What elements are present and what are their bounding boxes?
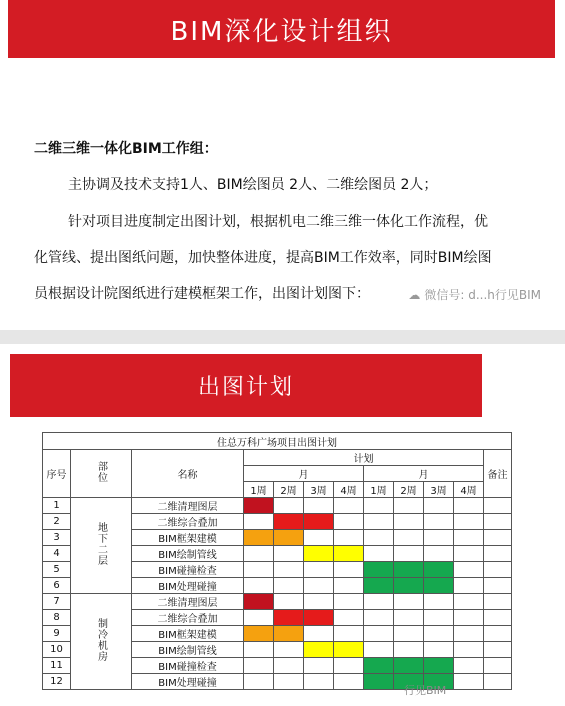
schedule-bar-cell [424, 578, 454, 594]
description-line-1: 针对项目进度制定出图计划，根据机电二维三维一体化工作流程，优 [68, 214, 488, 230]
group-label: 制冷机房 [71, 594, 132, 690]
task-name: 二维清理图层 [132, 498, 244, 514]
table-row [43, 594, 512, 610]
schedule-cell [364, 530, 394, 546]
remark-cell [484, 594, 512, 610]
schedule-cell [334, 674, 364, 690]
schedule-bar-cell [364, 578, 394, 594]
task-name: 二维清理图层 [132, 594, 244, 610]
schedule-cell [424, 530, 454, 546]
schedule-cell [304, 626, 334, 642]
remark-cell [484, 562, 512, 578]
task-name: BIM处理碰撞 [132, 674, 244, 690]
schedule-bar-cell [274, 530, 304, 546]
schedule-bar-cell [274, 626, 304, 642]
task-name: BIM框架建模 [132, 530, 244, 546]
row-number: 10 [43, 642, 71, 658]
row-number: 8 [43, 610, 71, 626]
schedule-cell [424, 594, 454, 610]
schedule-bar-cell [424, 562, 454, 578]
schedule-cell [274, 498, 304, 514]
remark-cell [484, 626, 512, 642]
remark-cell [484, 578, 512, 594]
staffing-line: 主协调及技术支持1人、BIM绘图员 2人、二维绘图员 2人； [68, 177, 438, 193]
schedule-cell [454, 594, 484, 610]
schedule-cell [454, 562, 484, 578]
header-week: 4周 [454, 482, 484, 498]
schedule-cell [244, 658, 274, 674]
schedule-cell [244, 562, 274, 578]
schedule-bar-cell [364, 562, 394, 578]
schedule-cell [364, 498, 394, 514]
drawing-schedule-table [42, 432, 512, 690]
workgroup-heading: 二维三维一体化BIM工作组： [34, 141, 218, 157]
wechat-watermark-text: 微信号: d...h行见BIM [424, 288, 541, 302]
remark-cell [484, 546, 512, 562]
row-number: 2 [43, 514, 71, 530]
schedule-cell [334, 498, 364, 514]
remark-cell [484, 530, 512, 546]
schedule-cell [394, 530, 424, 546]
row-number: 12 [43, 674, 71, 690]
task-name: BIM碰撞检查 [132, 658, 244, 674]
schedule-cell [424, 610, 454, 626]
schedule-cell [394, 546, 424, 562]
schedule-cell [334, 562, 364, 578]
schedule-bar-cell [394, 562, 424, 578]
schedule-bar-cell [424, 658, 454, 674]
description-line-3: 员根据设计院图纸进行建模框架工作，出图计划图下： [34, 286, 370, 302]
slide-separator [0, 330, 565, 344]
schedule-cell [454, 546, 484, 562]
header-month-2: 月 [364, 466, 484, 482]
schedule-cell [424, 498, 454, 514]
schedule-cell [424, 514, 454, 530]
schedule-cell [454, 658, 484, 674]
row-number: 1 [43, 498, 71, 514]
schedule-cell [274, 578, 304, 594]
schedule-bar-cell [394, 578, 424, 594]
schedule-cell [304, 674, 334, 690]
schedule-cell [364, 610, 394, 626]
wechat-watermark-2: 行见BIM [404, 684, 447, 697]
organization-title: BIM深化设计组织 [170, 16, 393, 47]
remark-cell [484, 674, 512, 690]
schedule-cell [394, 594, 424, 610]
header-plan: 计划 [244, 450, 484, 466]
schedule-bar-cell [364, 674, 394, 690]
schedule-bar-cell [304, 642, 334, 658]
schedule-bar-cell [244, 498, 274, 514]
schedule-cell [304, 594, 334, 610]
header-week: 1周 [244, 482, 274, 498]
schedule-cell [244, 674, 274, 690]
row-number: 4 [43, 546, 71, 562]
schedule-cell [394, 498, 424, 514]
schedule-cell [424, 546, 454, 562]
schedule-cell [454, 610, 484, 626]
header-seq: 序号 [43, 450, 71, 498]
task-name: BIM碰撞检查 [132, 562, 244, 578]
schedule-cell [334, 594, 364, 610]
task-name: BIM绘制管线 [132, 546, 244, 562]
schedule-cell [304, 578, 334, 594]
organization-slide [0, 0, 565, 330]
schedule-cell [274, 562, 304, 578]
schedule-bar-cell [394, 658, 424, 674]
remark-cell [484, 498, 512, 514]
schedule-cell [364, 546, 394, 562]
header-week: 1周 [364, 482, 394, 498]
schedule-bar-cell [334, 546, 364, 562]
schedule-bar-cell [304, 514, 334, 530]
row-number: 6 [43, 578, 71, 594]
row-number: 11 [43, 658, 71, 674]
header-week: 3周 [304, 482, 334, 498]
schedule-cell [394, 642, 424, 658]
schedule-bar-cell [244, 626, 274, 642]
schedule-cell [454, 674, 484, 690]
schedule-cell [274, 658, 304, 674]
task-name: 二维综合叠加 [132, 514, 244, 530]
task-name: 二维综合叠加 [132, 610, 244, 626]
schedule-cell [334, 610, 364, 626]
row-number: 5 [43, 562, 71, 578]
schedule-cell [304, 658, 334, 674]
schedule-cell [244, 514, 274, 530]
schedule-cell [274, 546, 304, 562]
organization-banner [8, 0, 555, 58]
header-name: 名称 [132, 450, 244, 498]
schedule-cell [454, 530, 484, 546]
schedule-cell [364, 514, 394, 530]
schedule-cell [304, 530, 334, 546]
schedule-cell [334, 530, 364, 546]
schedule-cell [244, 642, 274, 658]
plan-banner-title: 出图计划 [197, 375, 294, 400]
row-number: 9 [43, 626, 71, 642]
remark-cell [484, 642, 512, 658]
schedule-bar-cell [304, 546, 334, 562]
task-name: BIM处理碰撞 [132, 578, 244, 594]
schedule-cell [394, 626, 424, 642]
schedule-body [43, 498, 512, 690]
wechat-icon: ☁ [408, 287, 421, 302]
schedule-bar-cell [364, 658, 394, 674]
schedule-cell [304, 562, 334, 578]
header-week: 3周 [424, 482, 454, 498]
schedule-bar-cell [244, 530, 274, 546]
schedule-cell [454, 578, 484, 594]
schedule-bar-cell [274, 610, 304, 626]
schedule-cell [424, 626, 454, 642]
schedule-cell [334, 658, 364, 674]
wechat-watermark [408, 286, 541, 303]
schedule-cell [454, 498, 484, 514]
header-part: 部位 [71, 450, 132, 498]
schedule-cell [274, 594, 304, 610]
group-label: 地下二层 [71, 498, 132, 594]
schedule-cell [424, 642, 454, 658]
header-remark: 备注 [484, 450, 512, 498]
description-line-2: 化管线、提出图纸问题，加快整体进度，提高BIM工作效率，同时BIM绘图 [34, 250, 492, 266]
header-week: 2周 [274, 482, 304, 498]
schedule-cell [334, 578, 364, 594]
schedule-cell [454, 626, 484, 642]
task-name: BIM绘制管线 [132, 642, 244, 658]
schedule-cell [364, 626, 394, 642]
schedule-cell [364, 642, 394, 658]
remark-cell [484, 658, 512, 674]
schedule-cell [394, 514, 424, 530]
schedule-cell [454, 642, 484, 658]
header-week: 2周 [394, 482, 424, 498]
schedule-cell [394, 610, 424, 626]
table-title: 住总万科广场项目出图计划 [43, 433, 512, 450]
schedule-cell [274, 674, 304, 690]
header-month-1: 月 [244, 466, 364, 482]
remark-cell [484, 610, 512, 626]
schedule-bar-cell [334, 642, 364, 658]
schedule-cell [244, 546, 274, 562]
schedule-bar-cell [244, 594, 274, 610]
row-number: 3 [43, 530, 71, 546]
schedule-cell [334, 514, 364, 530]
schedule-cell [244, 578, 274, 594]
schedule-cell [274, 642, 304, 658]
schedule-cell [334, 626, 364, 642]
schedule-cell [304, 498, 334, 514]
plan-banner [10, 354, 482, 417]
drawing-plan-slide [0, 344, 565, 706]
remark-cell [484, 514, 512, 530]
schedule-cell [244, 610, 274, 626]
schedule-cell [454, 514, 484, 530]
table-row [43, 498, 512, 514]
schedule-cell [364, 594, 394, 610]
schedule-bar-cell [304, 610, 334, 626]
schedule-bar-cell [274, 514, 304, 530]
task-name: BIM框架建模 [132, 626, 244, 642]
header-week: 4周 [334, 482, 364, 498]
row-number: 7 [43, 594, 71, 610]
